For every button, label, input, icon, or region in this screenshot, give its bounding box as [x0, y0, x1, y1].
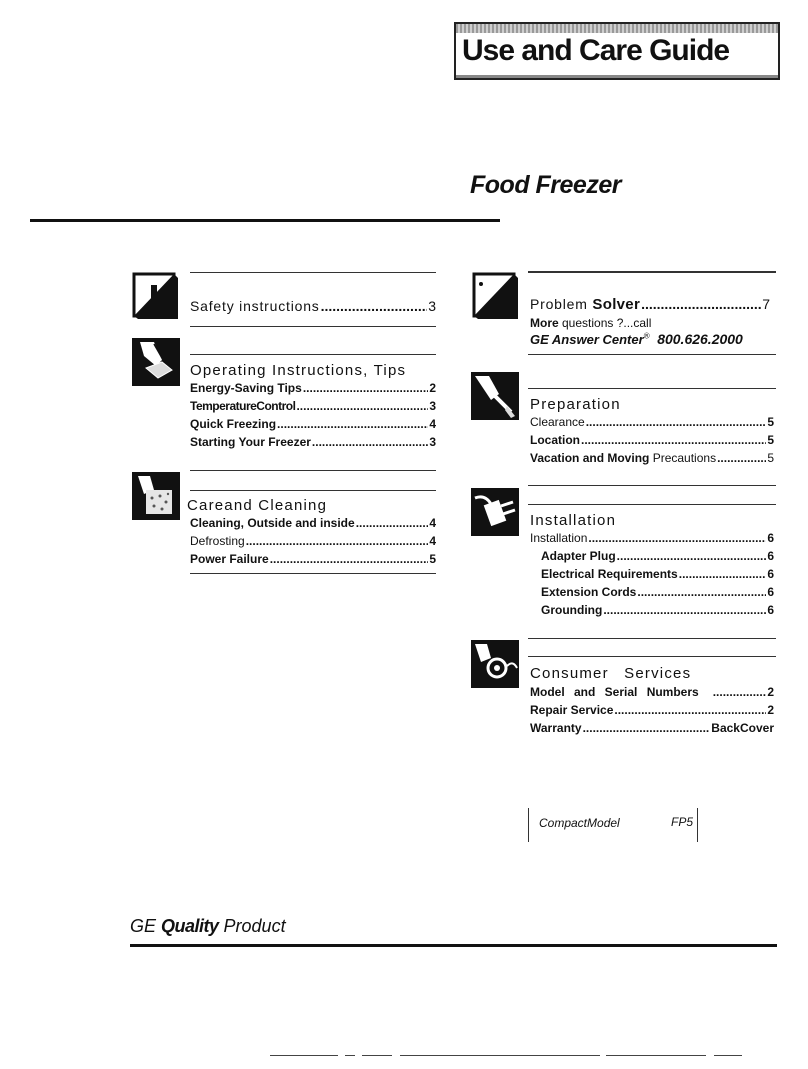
section-title-installation: Installation	[530, 512, 617, 529]
title-box-texture	[456, 24, 778, 33]
scan-artifact	[270, 1055, 338, 1056]
toc-page: 2	[429, 381, 436, 395]
scan-artifact	[362, 1055, 392, 1056]
title-box	[454, 22, 780, 80]
toc-entry-problem-solver[interactable]	[530, 296, 770, 313]
toc-page: 5	[429, 552, 436, 566]
section-rule-top	[528, 271, 776, 273]
plug-icon	[471, 488, 519, 536]
toc-label: Vacation and Moving Precautions	[530, 451, 717, 465]
toc-leader	[614, 702, 766, 719]
toc-entry[interactable]	[190, 398, 436, 415]
answer-center-phone: 800.626.2000	[657, 331, 743, 347]
answer-center: GE Answer Center® 800.626.2000	[530, 331, 743, 347]
toc-leader	[246, 533, 429, 550]
toc-page: 6	[767, 549, 774, 563]
model-number: FP5	[670, 815, 693, 829]
toc-entry[interactable]	[541, 566, 774, 583]
toc-page: 3	[429, 399, 436, 413]
toc-leader	[641, 296, 761, 313]
toc-label: Adapter Plug	[541, 549, 616, 563]
toc-entry[interactable]	[530, 684, 774, 701]
toc-entry[interactable]	[190, 515, 436, 532]
section-title-consumer: Consumer Services	[530, 665, 692, 682]
toc-page: 7	[762, 296, 770, 312]
section-rule-top	[528, 504, 776, 505]
more-questions: More questions ?...call	[530, 316, 652, 330]
toc-label: Cleaning, Outside and inside	[190, 516, 355, 530]
toc-label: Problem Solver	[530, 296, 641, 313]
toc-page: 5	[767, 415, 774, 429]
toc-entry[interactable]	[541, 602, 774, 619]
toc-leader	[277, 416, 428, 433]
toc-label: Grounding	[541, 603, 603, 617]
toc-page: 2	[767, 685, 774, 699]
toc-label: Warranty	[530, 721, 582, 735]
section-rule-top	[190, 490, 436, 491]
page-title: Use and Care Guide	[462, 34, 730, 67]
section-rule-bottom	[528, 354, 776, 355]
toc-leader	[679, 566, 767, 583]
toc-leader	[717, 450, 766, 467]
screwdriver-icon	[471, 372, 519, 420]
toc-entry[interactable]	[190, 380, 436, 397]
toc-label: Starting Your Freezer	[190, 435, 311, 449]
toc-leader	[356, 515, 429, 532]
exclamation-icon	[132, 272, 180, 320]
model-name: CompactModel	[539, 816, 620, 830]
product-subtitle: Food Freezer	[470, 171, 621, 199]
toc-label: Location	[530, 433, 580, 447]
toc-label: Power Failure	[190, 552, 269, 566]
section-rule-top	[528, 656, 776, 657]
section-title-care: Careand Cleaning	[187, 497, 328, 514]
scan-artifact	[606, 1055, 706, 1056]
toc-page: 4	[429, 534, 436, 548]
section-rule-bottom	[190, 573, 436, 574]
section-rule-bottom	[528, 485, 776, 486]
toc-leader	[588, 530, 766, 547]
toc-leader	[637, 584, 766, 601]
toc-leader	[581, 432, 766, 449]
toc-entry[interactable]	[190, 416, 436, 433]
toc-label: Clearance	[530, 415, 585, 429]
toc-leader	[321, 298, 428, 315]
toc-label: Installation	[530, 531, 588, 545]
toc-leader	[303, 380, 429, 397]
section-rule-bottom	[190, 326, 436, 327]
toc-label: Repair Service	[530, 703, 614, 717]
toc-leader	[296, 398, 428, 415]
toc-entry-safety[interactable]	[190, 298, 436, 315]
sponge-hand-icon	[132, 472, 180, 520]
toc-leader	[617, 548, 767, 565]
toc-label: TemperatureControl	[190, 399, 296, 413]
toc-leader	[312, 434, 428, 451]
toc-entry[interactable]	[530, 720, 774, 737]
toc-label: Defrosting	[190, 534, 245, 548]
section-rule-top	[190, 354, 436, 355]
toc-page: 6	[767, 603, 774, 617]
section-rule-top	[190, 272, 436, 273]
toc-leader	[713, 684, 767, 701]
toc-leader	[586, 414, 767, 431]
toc-leader	[270, 551, 429, 568]
toc-entry[interactable]	[530, 414, 774, 431]
toc-page: 5	[767, 433, 774, 447]
toc-entry[interactable]	[190, 551, 436, 568]
toc-entry[interactable]	[530, 530, 774, 547]
toc-entry[interactable]	[541, 584, 774, 601]
toc-label: Quick Freezing	[190, 417, 277, 431]
toc-leader	[603, 602, 766, 619]
toc-entry[interactable]	[190, 434, 436, 451]
toc-entry[interactable]	[530, 432, 774, 449]
quality-product-tagline: GE Quality Product	[130, 916, 286, 936]
header-divider	[30, 219, 500, 222]
scan-artifact	[714, 1055, 742, 1056]
toc-label: Extension Cords	[541, 585, 637, 599]
toc-leader	[583, 720, 711, 737]
toc-page: 6	[767, 567, 774, 581]
toc-page: 3	[428, 298, 436, 314]
phone-service-icon	[471, 640, 519, 688]
toc-page: 5	[767, 451, 774, 465]
toc-label: Safety instructions	[190, 298, 320, 314]
toc-page: 4	[429, 516, 436, 530]
toc-page: 3	[429, 435, 436, 449]
toc-entry[interactable]	[530, 702, 774, 719]
scan-artifact	[400, 1055, 600, 1056]
toc-page: 6	[767, 531, 774, 545]
toc-page: BackCover	[711, 721, 774, 735]
toc-page: 6	[767, 585, 774, 599]
section-title-preparation: Preparation	[530, 396, 621, 413]
section-rule-top	[528, 638, 776, 639]
section-rule-top	[528, 388, 776, 389]
section-rule-top	[190, 470, 436, 471]
toc-label: Electrical Requirements	[541, 567, 678, 581]
toc-page: 2	[767, 703, 774, 717]
model-box	[528, 808, 698, 842]
scan-artifact	[345, 1055, 355, 1056]
toc-label: Energy-Saving Tips	[190, 381, 302, 395]
toc-page: 4	[429, 417, 436, 431]
hand-pressing-icon	[132, 338, 180, 386]
freezer-box-icon	[472, 272, 520, 320]
footer-divider	[130, 944, 777, 947]
toc-entry[interactable]	[530, 450, 774, 467]
toc-label: Model and Serial Numbers	[530, 685, 699, 699]
toc-entry[interactable]	[190, 533, 436, 550]
section-title-operating: Operating Instructions, Tips	[190, 362, 407, 379]
toc-entry[interactable]	[541, 548, 774, 565]
